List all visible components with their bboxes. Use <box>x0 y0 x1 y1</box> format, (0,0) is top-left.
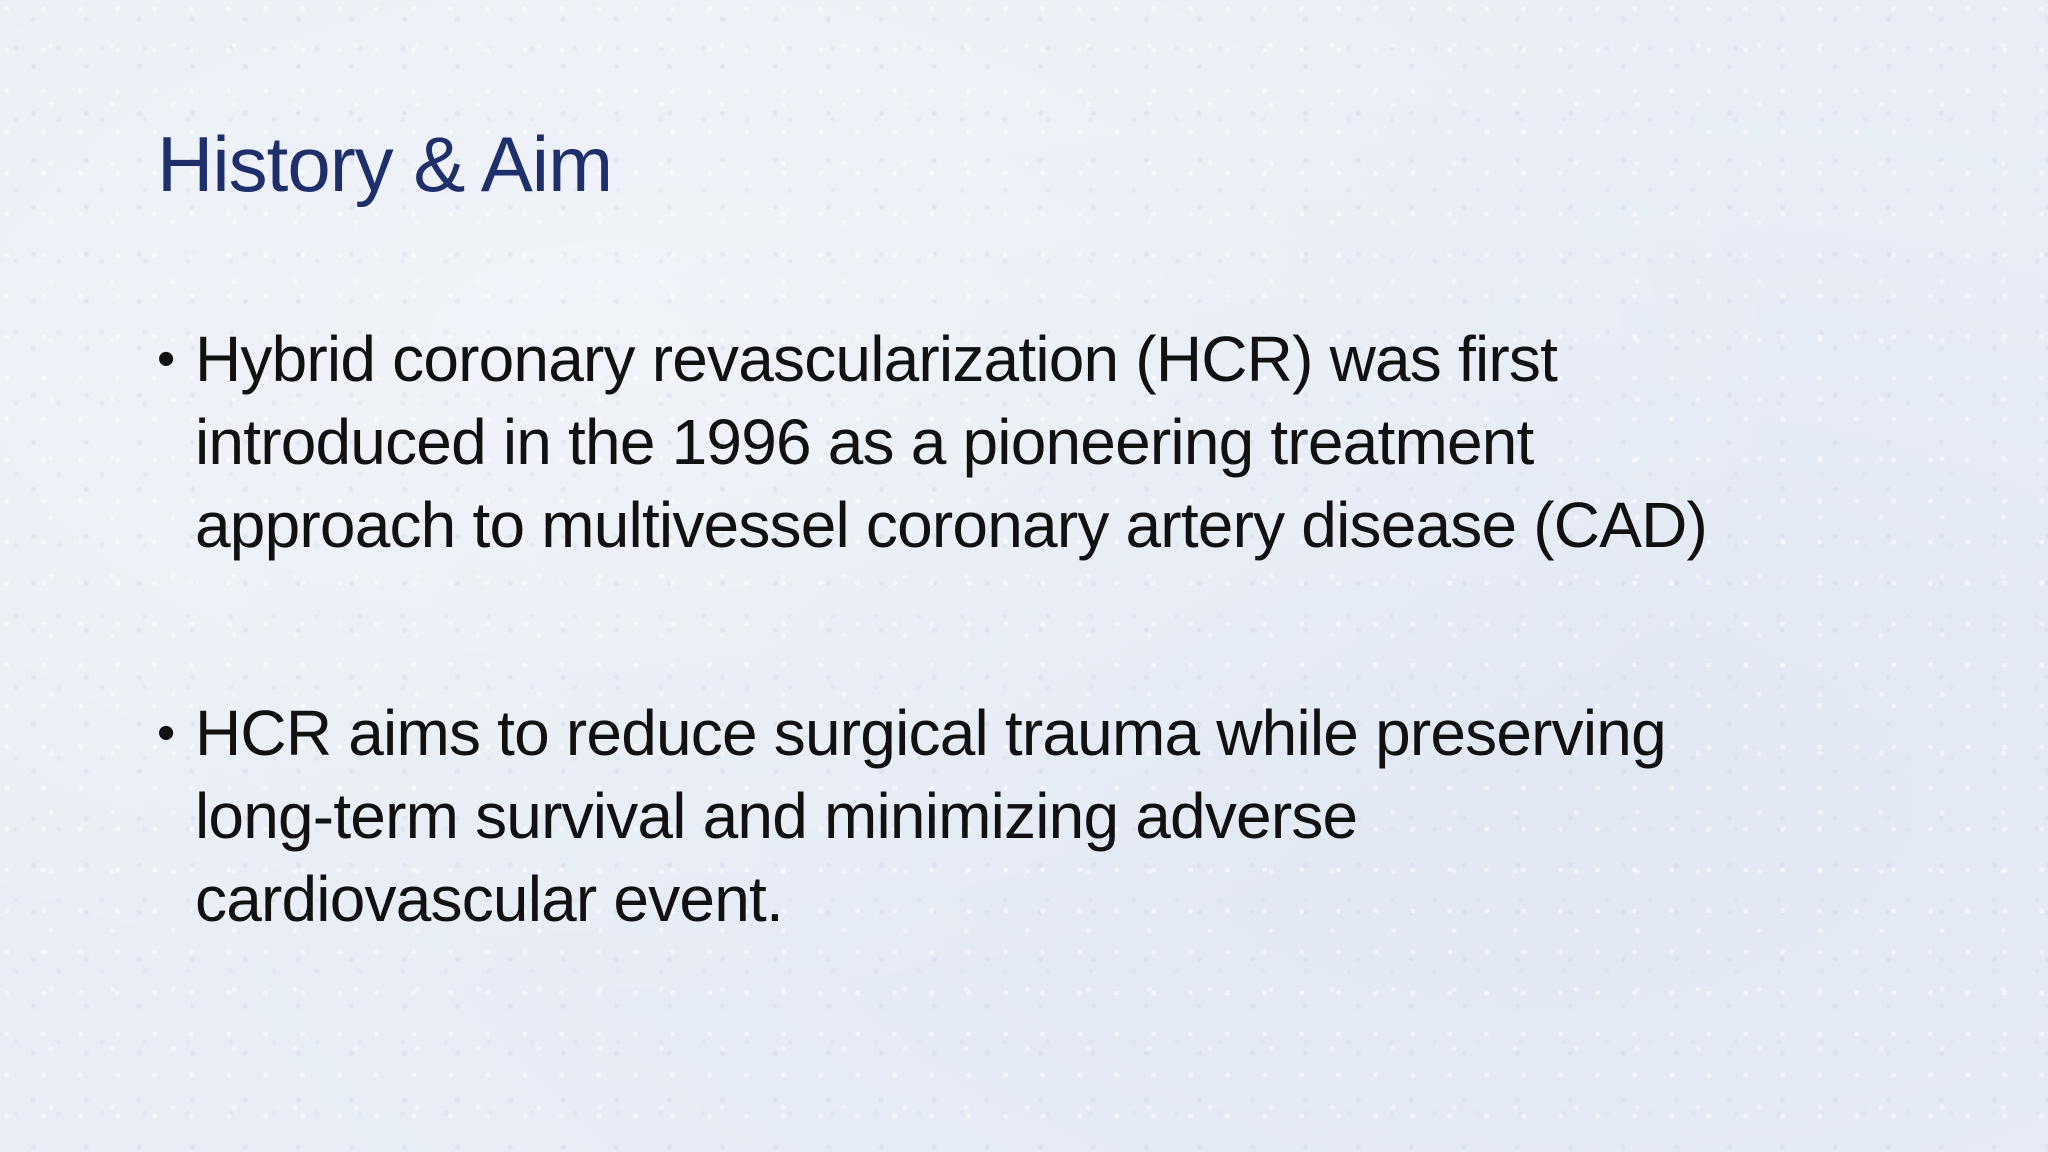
bullet-text-line: approach to multivessel coronary artery disease (CAD) <box>195 489 1708 561</box>
bullet-item <box>155 692 1895 941</box>
bullet-text-line: cardiovascular event. <box>195 863 783 935</box>
bullet-text-line: introduced in the 1996 as a pioneering treatment <box>195 406 1534 478</box>
bullet-text-line: HCR aims to reduce surgical trauma while preserving <box>195 697 1666 769</box>
bullet-item <box>155 318 1895 567</box>
bullet-list <box>155 318 1895 941</box>
bullet-marker: • <box>157 330 175 388</box>
bullet-text-line: Hybrid coronary revascularization (HCR) was first <box>195 323 1558 395</box>
slide-title: History & Aim <box>157 120 613 208</box>
bullet-text-line: long-term survival and minimizing adverse <box>195 780 1358 852</box>
bullet-marker: • <box>157 704 175 762</box>
